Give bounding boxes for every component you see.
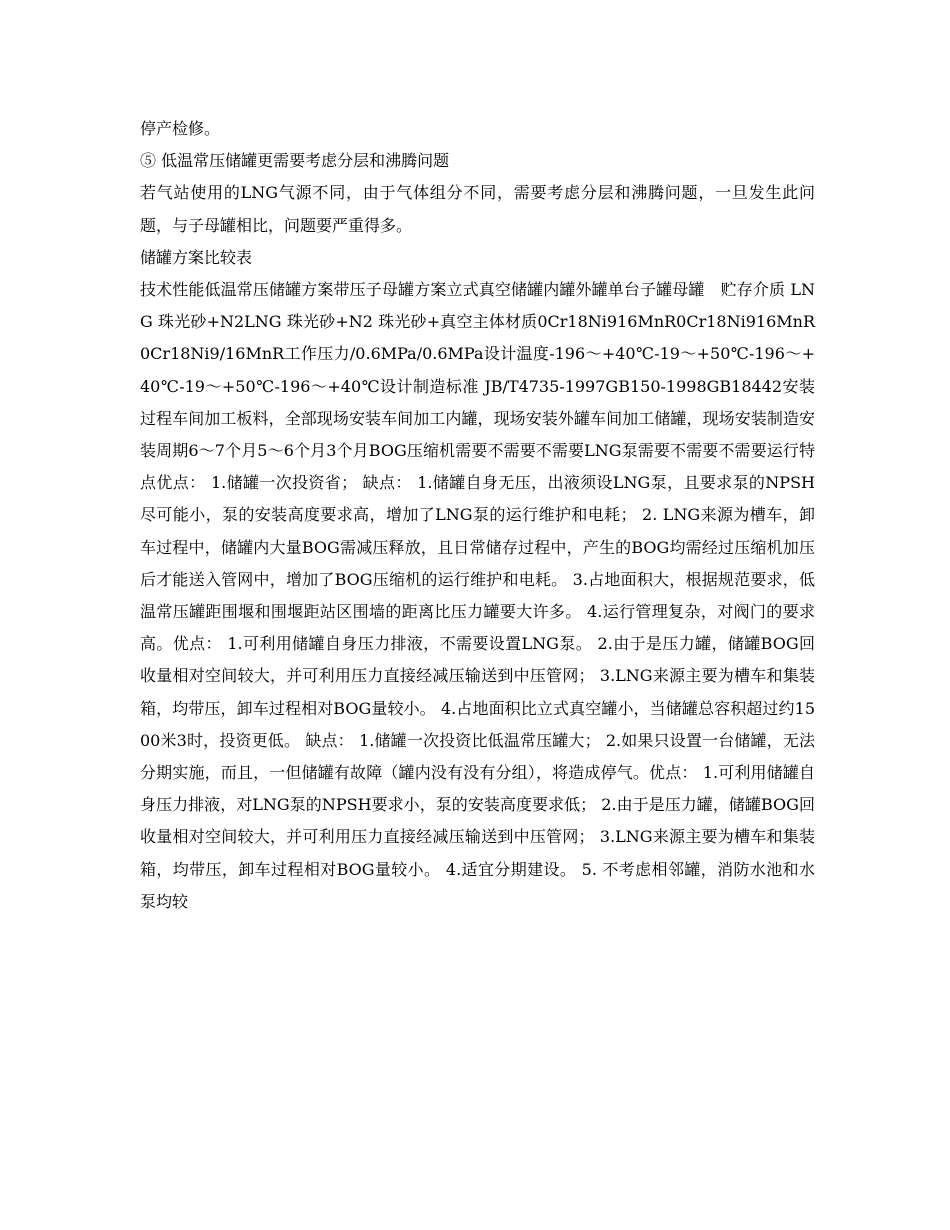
paragraph-stratification: 若气站使用的LNG气源不同，由于气体组分不同，需要考虑分层和沸腾问题，一旦发生此问题，与子母罐相比，问题要严重得多。 [140,183,815,235]
document-page [140,113,815,918]
paragraph-continuation: 停产检修。 [140,119,221,138]
comparison-table-text: 技术性能低温常压储罐方案带压子母罐方案立式真空储罐内罐外罐单台子罐母罐 贮存介质 LNG 珠光砂+N2LNG 珠光砂+N2 珠光砂+真空主体材质0Cr18Ni916MnR0Cr18Ni916MnR0Cr18Ni9/16MnR工作压力/0.6MPa/0.6MPa设计温度-196～+40℃-19～+50℃-196～+40℃-19～+50℃-196～+40℃设计制造标准 JB/T4735-1997GB150-1998GB18442安装过程车间加工板料，全部现场安装车间加工内罐，现场安装外罐车间加工储罐，现场安装制造安装周期6～7个月5～6个月3个月BOG压缩机需要不需要不需要LNG泵需要不需要不需要运行特点优点： 1.储罐一次投资省； 缺点： 1.储罐自身无压，出液须设LNG泵，且要求泵的NPSH尽可能小，泵的安装高度要求高，增加了LNG泵的运行维护和电耗； 2. LNG来源为槽车，卸车过程中，储罐内大量BOG需减压释放，且日常储存过程中，产生的BOG均需经过压缩机加压后才能送入管网中，增加了BOG压缩机的运行维护和电耗。 3.占地面积大，根据规范要求，低温常压罐距围堰和围堰距站区围墙的距离比压力罐要大许多。 4.运行管理复杂，对阀门的要求高。优点： 1.可利用储罐自身压力排液，不需要设置LNG泵。 2.由于是压力罐，储罐BOG回收量相对空间较大，并可利用压力直接经减压输送到中压管网； 3.LNG来源主要为槽车和集装箱，均带压，卸车过程相对BOG量较小。 4.占地面积比立式真空罐小，当储罐总容积超过约1500米3时，投资更低。 缺点： 1.储罐一次投资比低温常压罐大； 2.如果只设置一台储罐，无法分期实施，而且，一但储罐有故障（罐内没有没有分组），将造成停气。优点： 1.可利用储罐自身压力排液，对LNG泵的NPSH要求小，泵的安装高度要求低； 2.由于是压力罐，储罐BOG回收量相对空间较大，并可利用压力直接经减压输送到中压管网； 3.LNG来源主要为槽车和集装箱，均带压，卸车过程相对BOG量较小。 4.适宜分期建设。 5. 不考虑相邻罐，消防水池和水泵均较 [140,280,815,911]
section-heading: ⑤ 低温常压储罐更需要考虑分层和沸腾问题 [140,151,450,171]
table-title: 储罐方案比较表 [140,247,253,267]
